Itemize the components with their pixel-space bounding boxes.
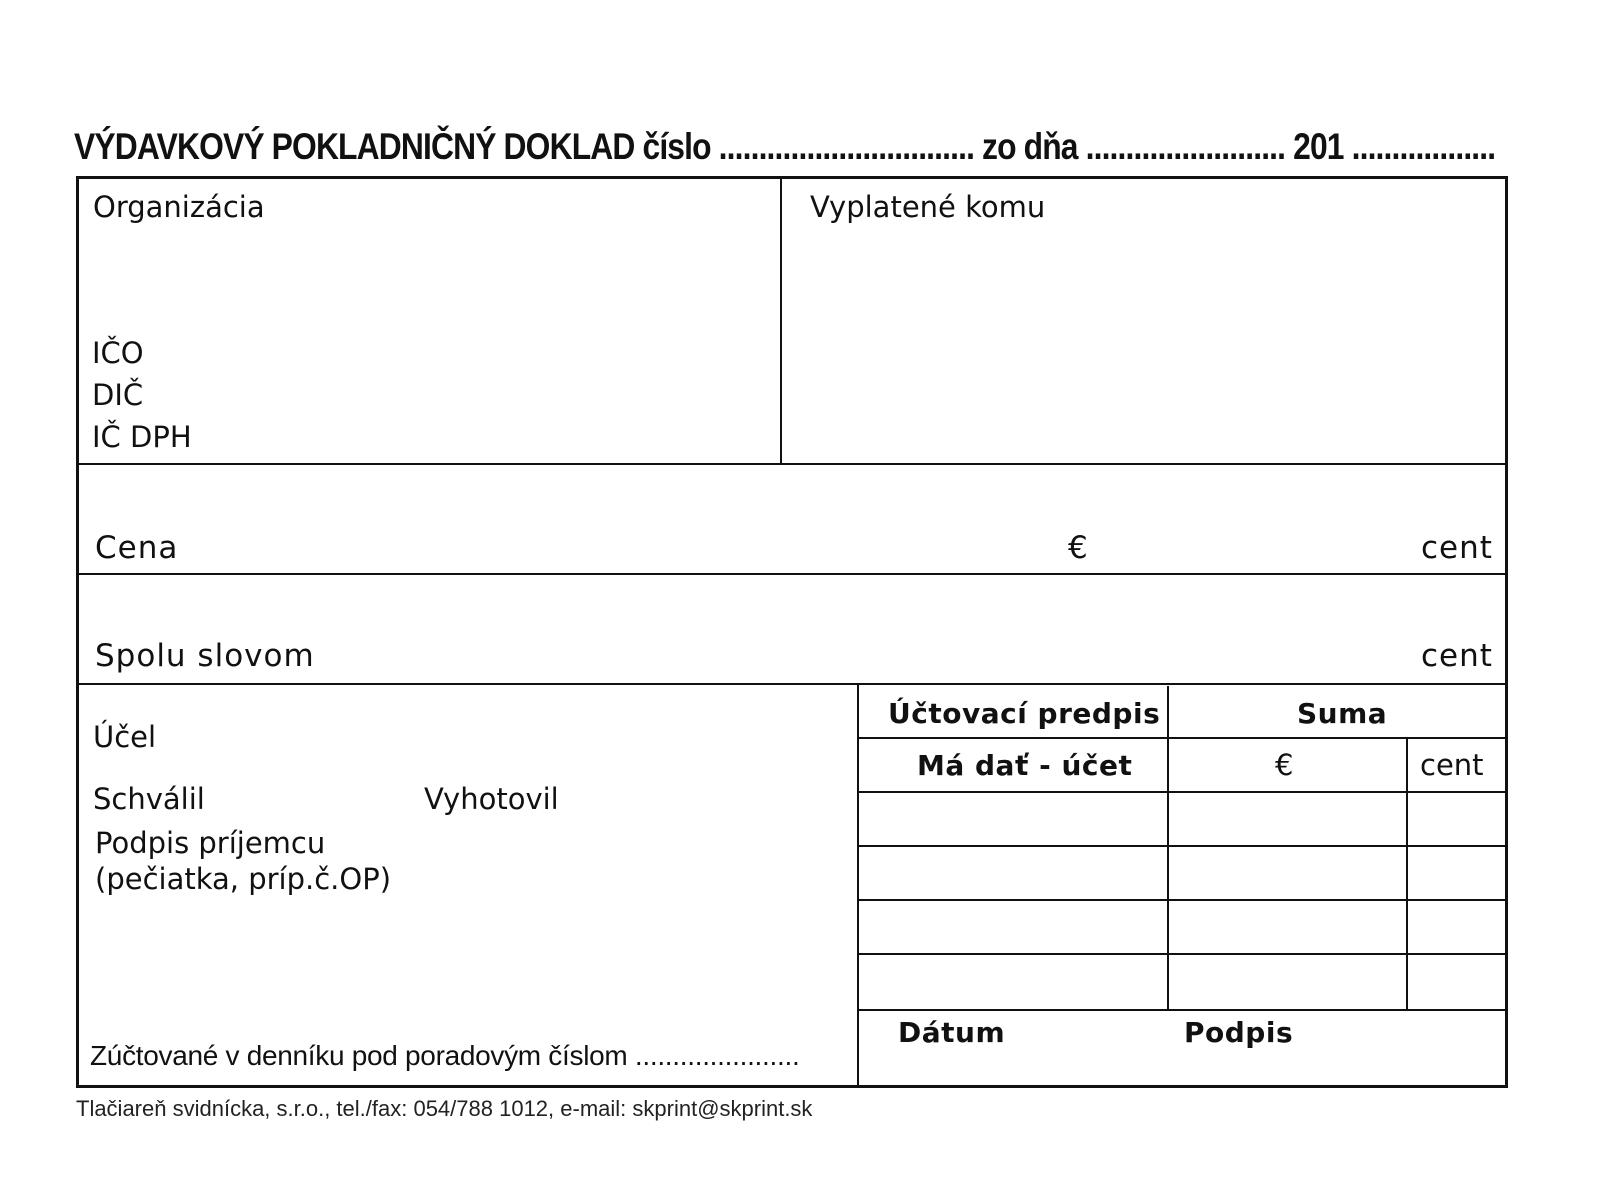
form-frame (76, 176, 1508, 1088)
signature-label: Podpis (1184, 1016, 1294, 1049)
prepared-label: Vyhotovil (424, 782, 559, 816)
accounting-row-line-3 (858, 845, 1506, 847)
dic-label: DIČ (92, 378, 144, 412)
paid-to-label: Vyplatené komu (810, 190, 1046, 224)
in-words-label: Spolu slovom (95, 638, 315, 674)
accounting-row-line-2 (858, 791, 1506, 793)
accounting-row-line-6 (858, 1009, 1506, 1011)
recipient-signature-note: (pečiatka, príp.č.OP) (95, 862, 392, 896)
purpose-label: Účel (93, 720, 157, 754)
price-label: Cena (95, 530, 179, 566)
approved-label: Schválil (93, 782, 205, 816)
in-words-cent-label: cent (1421, 638, 1493, 674)
divider-after-price (78, 573, 1506, 575)
accounting-left-border (857, 685, 859, 1087)
document-title: VÝDAVKOVÝ POKLADNIČNÝ DOKLAD číslo ................................ zo dňa ......................... 201 .................. (74, 126, 1496, 167)
accounting-col-divider-2 (1406, 737, 1408, 1010)
accounting-euro-symbol: € (1275, 748, 1294, 782)
accounting-col-divider-1 (1167, 686, 1169, 1010)
sum-header: Suma (1297, 697, 1388, 730)
ico-label: IČO (92, 336, 144, 370)
price-cent-label: cent (1421, 530, 1493, 566)
accounting-row-line-5 (858, 953, 1506, 955)
divider-after-header (78, 463, 1506, 465)
divider-after-words (78, 683, 1506, 685)
organization-label: Organizácia (93, 190, 265, 224)
accounting-cent-label: cent (1420, 748, 1484, 782)
ic-dph-label: IČ DPH (92, 420, 192, 454)
recipient-signature-label: Podpis príjemcu (95, 826, 326, 860)
top-divider-vertical (780, 178, 782, 464)
printer-footer: Tlačiareň svidnícka, s.r.o., tel./fax: 054/788 1012, e-mail: skprint@skprint.sk (76, 1096, 813, 1121)
date-label: Dátum (898, 1016, 1006, 1049)
accounting-row-line-1 (858, 737, 1506, 739)
accounting-row-line-4 (858, 899, 1506, 901)
price-euro-symbol: € (1068, 530, 1089, 566)
accounting-header: Účtovací predpis (888, 697, 1161, 730)
journal-number-line: Zúčtované v denníku pod poradovým číslom ...................... (90, 1040, 800, 1071)
account-header: Má dať - účet (917, 749, 1133, 782)
